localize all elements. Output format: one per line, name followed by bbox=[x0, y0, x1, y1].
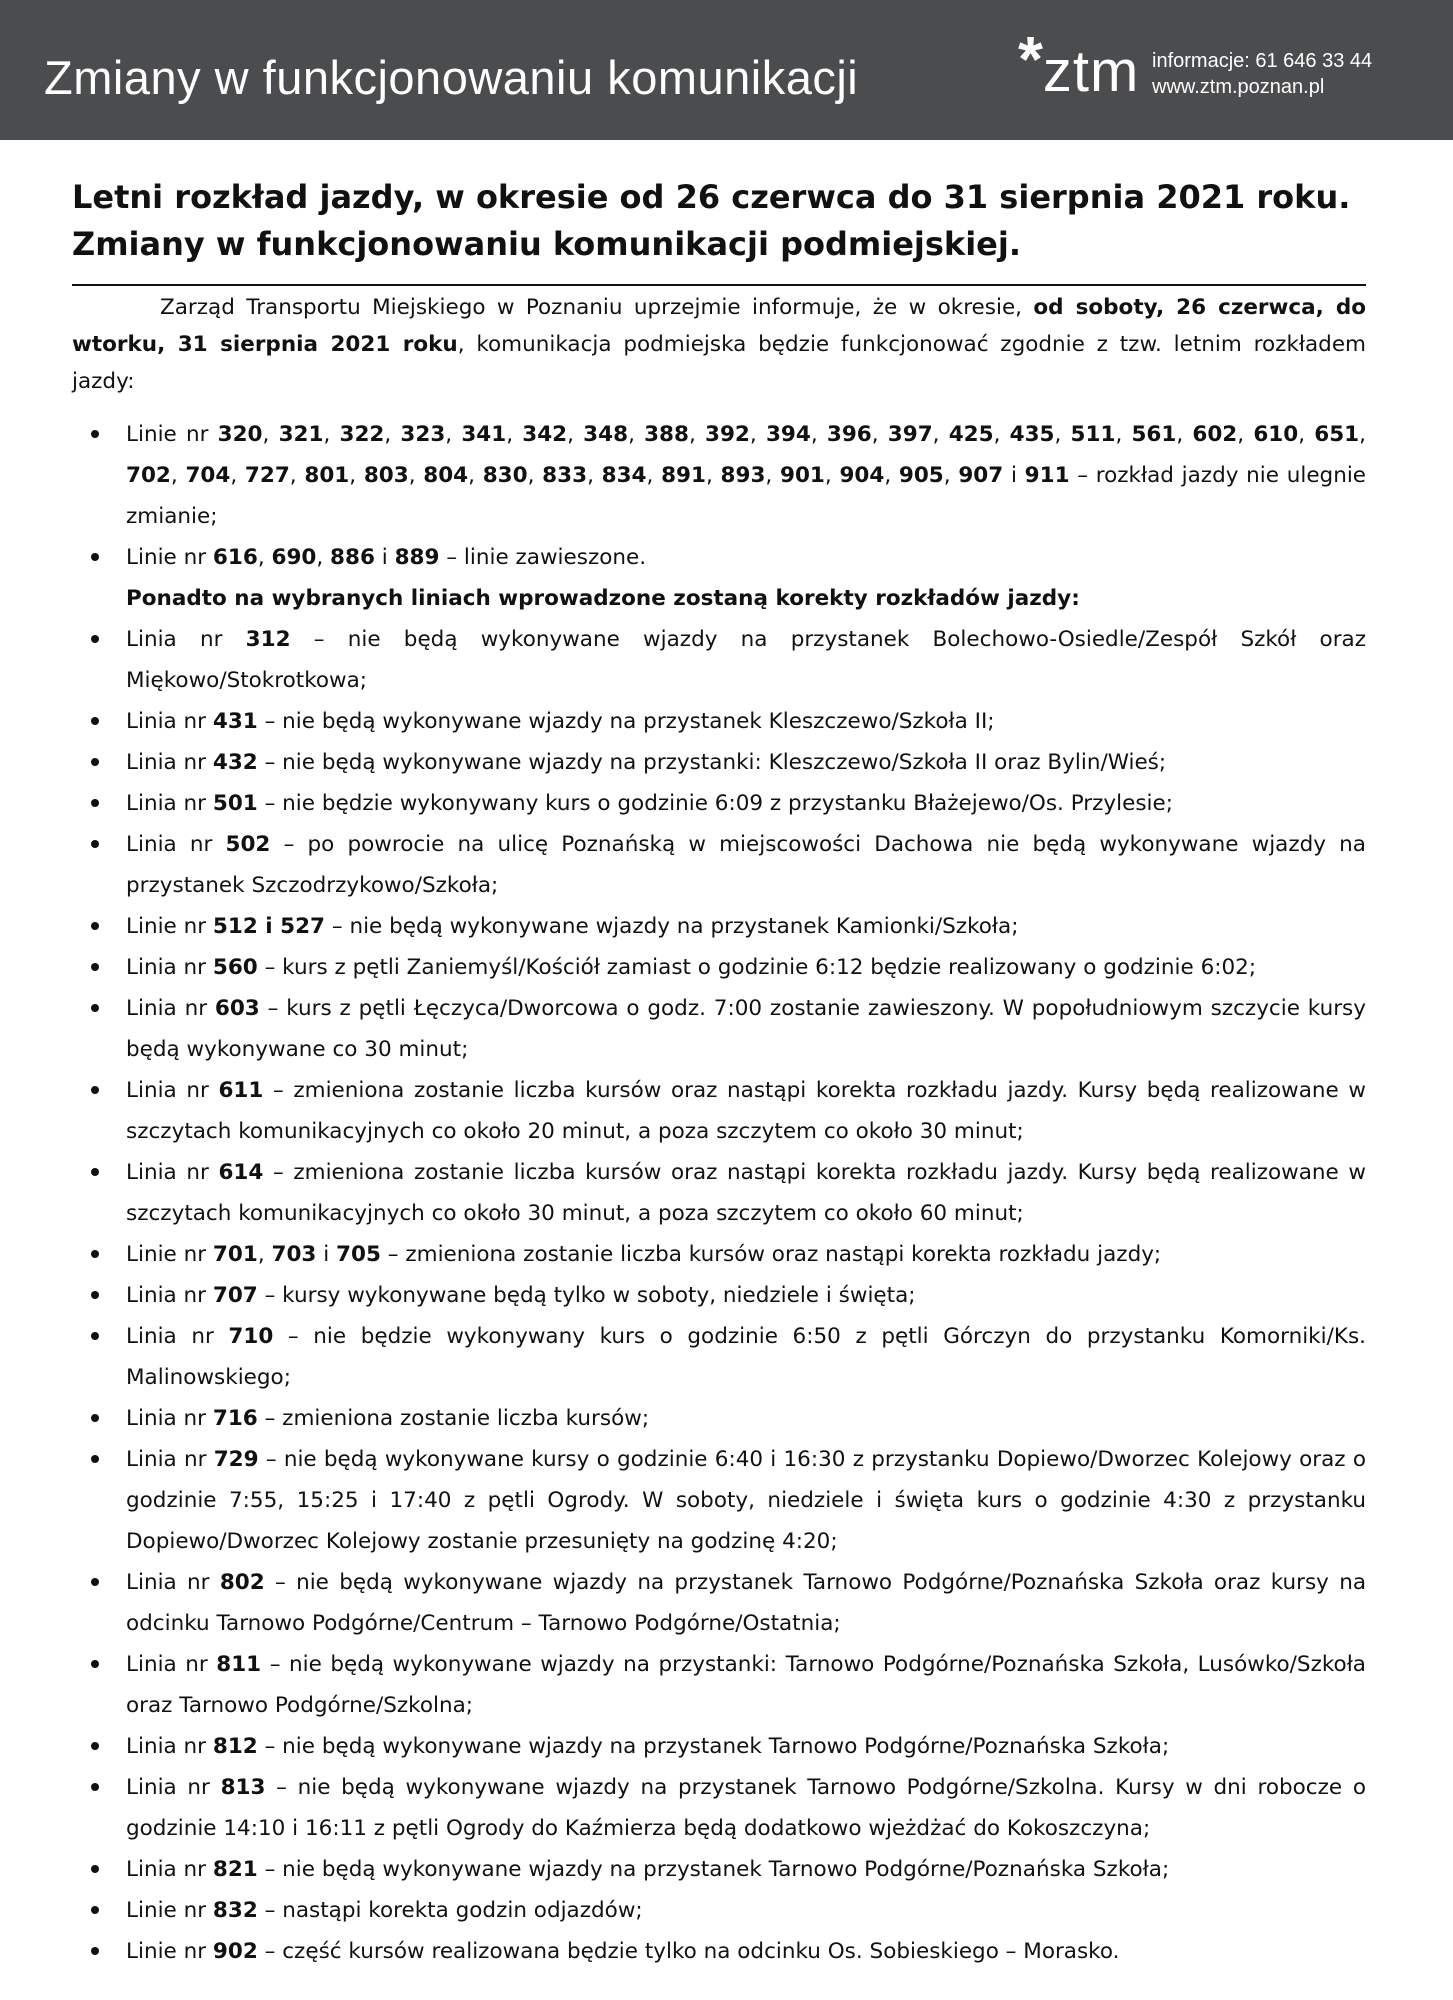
list-item bbox=[72, 1644, 1366, 1726]
text-run: – nie będzie wykonywany kurs o godzinie 6:50 z pętli Górczyn do przystanku Komorniki/Ks. Malinowskiego; bbox=[126, 1324, 1366, 1390]
heading-divider bbox=[72, 284, 1366, 286]
text-run: – nie będą wykonywane wjazdy na przystanek Tarnowo Podgórne/Szkolna. Kursy w dni robocze o godzinie 14:10 i 16:11 z pętli Ogrody do Kaźmierza będą dodatkowo wjeżdżać do Kokoszczyna; bbox=[126, 1775, 1366, 1841]
text-run: – linie zawieszone. bbox=[439, 545, 647, 570]
line-number: 616 bbox=[212, 545, 258, 570]
text-run: Linia nr bbox=[126, 955, 213, 980]
line-number: 388 bbox=[644, 422, 689, 447]
text-run: – nie będą wykonywane wjazdy na przystanek Kamionki/Szkoła; bbox=[325, 914, 1019, 939]
list-item bbox=[72, 1152, 1366, 1234]
text-run: , bbox=[765, 463, 780, 488]
text-run: – część kursów realizowana będzie tylko na odcinku Os. Sobieskiego – Morasko. bbox=[257, 1939, 1120, 1964]
text-run: , bbox=[1298, 422, 1315, 447]
text-run: Linia nr bbox=[126, 791, 213, 816]
line-number: 396 bbox=[826, 422, 872, 447]
list-item bbox=[72, 414, 1366, 537]
text-run: , bbox=[384, 422, 401, 447]
line-number: 702 bbox=[126, 463, 171, 488]
line-number: 348 bbox=[583, 422, 629, 447]
line-number: 502 bbox=[225, 832, 271, 857]
line-number: 803 bbox=[363, 463, 409, 488]
list-item bbox=[72, 537, 1366, 578]
text-run: , bbox=[932, 422, 949, 447]
line-number: 911 bbox=[1024, 463, 1070, 488]
changes-list bbox=[72, 414, 1366, 1972]
text-run: – nie będą wykonywane kursy o godzinie 6:40 i 16:30 z przystanku Dopiewo/Dworzec Kolejowy oraz o godzinie 7:55, 15:25 i 17:40 z pętli Ogrody. W soboty, niedziele i święta kurs o godzinie 4:30 z przystanku Dopiewo/Dworzec Kolejowy zostanie przesunięty na godzinę 4:20; bbox=[126, 1447, 1366, 1554]
line-number: 729 bbox=[213, 1447, 259, 1472]
line-number: 603 bbox=[214, 996, 260, 1021]
text-run: – kursy wykonywane będą tylko w soboty, niedziele i święta; bbox=[257, 1283, 916, 1308]
text-run: , bbox=[506, 422, 523, 447]
line-number: 716 bbox=[212, 1406, 258, 1431]
line-number: 312 bbox=[245, 627, 291, 652]
text-run: – zmieniona zostanie liczba kursów oraz nastąpi korekta rozkładu jazdy. Kursy będą realizowane w szczytach komunikacyjnych co około 30 minut, a poza szczytem co około 60 minut; bbox=[126, 1160, 1366, 1226]
line-number: 710 bbox=[228, 1324, 274, 1349]
text-run: Linie nr bbox=[126, 914, 213, 939]
contact-info bbox=[1152, 48, 1372, 100]
line-number: 560 bbox=[212, 955, 258, 980]
list-item bbox=[72, 1767, 1366, 1849]
text-run: – nie będzie wykonywany kurs o godzinie 6:09 z przystanku Błażejewo/Os. Przylesie; bbox=[257, 791, 1173, 816]
line-number: 614 bbox=[218, 1160, 264, 1185]
text-run: Linie nr bbox=[126, 1939, 213, 1964]
text-run: – nie będą wykonywane wjazdy na przystanek Kleszczewo/Szkoła II; bbox=[257, 709, 995, 734]
line-number: 432 bbox=[212, 750, 258, 775]
line-number: 431 bbox=[212, 709, 258, 734]
line-number: 321 bbox=[278, 422, 324, 447]
text-run: , bbox=[289, 463, 305, 488]
text-run: , bbox=[1359, 422, 1366, 447]
list-item bbox=[72, 619, 1366, 701]
text-run: – zmieniona zostanie liczba kursów oraz nastąpi korekta rozkładu jazdy; bbox=[380, 1242, 1162, 1267]
text-run: Linia nr bbox=[126, 1283, 213, 1308]
text-run: , bbox=[1176, 422, 1193, 447]
text-run: , bbox=[567, 422, 584, 447]
text-run: i bbox=[1003, 463, 1025, 488]
list-item bbox=[72, 1398, 1366, 1439]
text-run: , bbox=[262, 422, 279, 447]
line-number: 501 bbox=[212, 791, 258, 816]
line-number: 323 bbox=[400, 422, 446, 447]
line-number: 904 bbox=[839, 463, 885, 488]
list-item bbox=[72, 1890, 1366, 1931]
text-run: i bbox=[316, 1242, 337, 1267]
text-run: , bbox=[871, 422, 888, 447]
list-item bbox=[72, 783, 1366, 824]
line-number: 812 bbox=[212, 1734, 258, 1759]
line-number: 704 bbox=[185, 463, 231, 488]
document-body bbox=[72, 289, 1366, 1972]
text-run: Linia nr bbox=[126, 1734, 213, 1759]
line-number: 703 bbox=[271, 1242, 317, 1267]
line-number: 893 bbox=[720, 463, 766, 488]
line-number: 901 bbox=[779, 463, 825, 488]
list-item bbox=[72, 742, 1366, 783]
text-run: , bbox=[527, 463, 543, 488]
line-number: 322 bbox=[339, 422, 385, 447]
list-item bbox=[72, 1849, 1366, 1890]
text-run: – nastąpi korekta godzin odjazdów; bbox=[257, 1898, 643, 1923]
text-run: Linia nr bbox=[126, 1406, 213, 1431]
line-number: 435 bbox=[1009, 422, 1055, 447]
text-run: – po powrocie na ulicę Poznańską w miejscowości Dachowa nie będą wykonywane wjazdy na przystanek Szczodrzykowo/Szkoła; bbox=[126, 832, 1366, 898]
text-run: , bbox=[824, 463, 840, 488]
line-number: 891 bbox=[661, 463, 706, 488]
text-run: , bbox=[257, 1242, 272, 1267]
list-item bbox=[72, 947, 1366, 988]
logo-text: ztm bbox=[1042, 39, 1140, 104]
text-run: , bbox=[230, 463, 245, 488]
list-item bbox=[72, 1562, 1366, 1644]
line-number: Ponadto na wybranych liniach wprowadzone zostaną korekty rozkładów jazdy: bbox=[126, 586, 1080, 611]
asterisk-icon: * bbox=[1018, 23, 1043, 95]
text-run: , bbox=[349, 463, 364, 488]
text-run: – nie będą wykonywane wjazdy na przystanek Tarnowo Podgórne/Poznańska Szkoła oraz kursy na odcinku Tarnowo Podgórne/Centrum – Tarnowo Podgórne/Ostatnia; bbox=[126, 1570, 1366, 1636]
text-run: Linia nr bbox=[126, 832, 226, 857]
heading-line-1: Letni rozkład jazdy, w okresie od 26 czerwca do 31 sierpnia 2021 roku. bbox=[72, 178, 1351, 216]
text-run: , bbox=[1237, 422, 1254, 447]
text-run: Linie nr bbox=[126, 545, 213, 570]
line-number: 320 bbox=[217, 422, 263, 447]
text-run: , bbox=[468, 463, 483, 488]
text-run: Linie nr bbox=[126, 422, 218, 447]
text-run: Linia nr bbox=[126, 1078, 219, 1103]
line-number: 341 bbox=[461, 422, 507, 447]
line-number: 425 bbox=[948, 422, 994, 447]
line-number: 705 bbox=[336, 1242, 381, 1267]
text-run: – nie będą wykonywane wjazdy na przystanki: Tarnowo Podgórne/Poznańska Szkoła, Lusówko/Szkoła oraz Tarnowo Podgórne/Szkolna; bbox=[126, 1652, 1366, 1718]
line-number: 561 bbox=[1131, 422, 1177, 447]
text-run: , bbox=[943, 463, 959, 488]
line-number: 611 bbox=[218, 1078, 264, 1103]
text-run: , bbox=[445, 422, 462, 447]
text-run: , bbox=[1115, 422, 1132, 447]
text-run: Linia nr bbox=[126, 1857, 213, 1882]
text-run: , bbox=[749, 422, 766, 447]
text-run: Linia nr bbox=[126, 996, 215, 1021]
contact-phone: informacje: 61 646 33 44 bbox=[1152, 50, 1373, 72]
text-run: Linia nr bbox=[126, 1570, 220, 1595]
list-item bbox=[72, 1234, 1366, 1275]
list-item bbox=[72, 1316, 1366, 1398]
text-run: – kurs z pętli Zaniemyśl/Kościół zamiast o godzinie 6:12 będzie realizowany o godzinie 6:02; bbox=[257, 955, 1257, 980]
line-number: 804 bbox=[423, 463, 469, 488]
list-item bbox=[72, 988, 1366, 1070]
line-number: 701 bbox=[212, 1242, 258, 1267]
line-number: 512 i 527 bbox=[212, 914, 326, 939]
text-run: Linie nr bbox=[126, 1898, 213, 1923]
text-run: – kurs z pętli Łęczyca/Dworcowa o godz. 7:00 zostanie zawieszony. W popołudniowym szczycie kursy będą wykonywane co 30 minut; bbox=[126, 996, 1366, 1062]
list-item bbox=[72, 1931, 1366, 1972]
ztm-logo bbox=[1018, 23, 1140, 110]
text-run: Linia nr bbox=[126, 1775, 221, 1800]
line-number: 830 bbox=[482, 463, 528, 488]
line-number: 907 bbox=[958, 463, 1004, 488]
line-number: 392 bbox=[705, 422, 750, 447]
text-run: Linia nr bbox=[126, 627, 246, 652]
line-number: 811 bbox=[216, 1652, 262, 1677]
list-subheading bbox=[72, 578, 1366, 619]
list-item bbox=[72, 1070, 1366, 1152]
header-bar bbox=[0, 0, 1453, 140]
text-run: , bbox=[705, 463, 721, 488]
text-run: – nie będą wykonywane wjazdy na przystanek Tarnowo Podgórne/Poznańska Szkoła; bbox=[257, 1734, 1170, 1759]
line-number: 813 bbox=[220, 1775, 266, 1800]
text-run: , bbox=[316, 545, 331, 570]
line-number: 690 bbox=[271, 545, 317, 570]
line-number: 727 bbox=[244, 463, 290, 488]
text-run: , bbox=[646, 463, 662, 488]
line-number: 832 bbox=[212, 1898, 258, 1923]
contact-website: www.ztm.poznan.pl bbox=[1152, 76, 1325, 98]
text-run: , komunikacja podmiejska będzie funkcjonować zgodnie z tzw. letnim rozkładem jazdy: bbox=[72, 332, 1366, 394]
line-number: 610 bbox=[1253, 422, 1299, 447]
text-run: , bbox=[688, 422, 706, 447]
line-number: 821 bbox=[212, 1857, 258, 1882]
text-run: – zmieniona zostanie liczba kursów; bbox=[257, 1406, 650, 1431]
line-number: 651 bbox=[1314, 422, 1360, 447]
line-number: 886 bbox=[330, 545, 375, 570]
list-item bbox=[72, 1726, 1366, 1767]
text-run: , bbox=[884, 463, 899, 488]
list-item bbox=[72, 701, 1366, 742]
line-number: 394 bbox=[765, 422, 811, 447]
list-item bbox=[72, 1439, 1366, 1562]
text-run: Linia nr bbox=[126, 1160, 219, 1185]
heading-line-2: Zmiany w funkcjonowaniu komunikacji podmiejskiej. bbox=[72, 225, 1021, 263]
text-run: , bbox=[810, 422, 827, 447]
line-number: 707 bbox=[212, 1283, 258, 1308]
text-run: , bbox=[587, 463, 602, 488]
text-run: – nie będą wykonywane wjazdy na przystanek Bolechowo-Osiedle/Zespół Szkół oraz Miękowo/Stokrotkowa; bbox=[126, 627, 1366, 693]
text-run: Linia nr bbox=[126, 750, 213, 775]
text-run: Linia nr bbox=[126, 709, 213, 734]
line-number: 889 bbox=[394, 545, 440, 570]
text-run: – nie będą wykonywane wjazdy na przystanek Tarnowo Podgórne/Poznańska Szkoła; bbox=[257, 1857, 1170, 1882]
line-number: 602 bbox=[1192, 422, 1238, 447]
line-number: 902 bbox=[212, 1939, 258, 1964]
text-run: , bbox=[323, 422, 340, 447]
text-run: Linia nr bbox=[126, 1652, 217, 1677]
text-run: , bbox=[1054, 422, 1071, 447]
list-item bbox=[72, 1275, 1366, 1316]
text-run: – nie będą wykonywane wjazdy na przystanki: Kleszczewo/Szkoła II oraz Bylin/Wieś; bbox=[257, 750, 1167, 775]
line-number: 802 bbox=[219, 1570, 265, 1595]
text-run: Zarząd Transportu Miejskiego w Poznaniu uprzejmie informuje, że w okresie, bbox=[160, 295, 1034, 320]
text-run: , bbox=[257, 545, 272, 570]
line-number: 801 bbox=[304, 463, 350, 488]
list-item bbox=[72, 824, 1366, 906]
line-number: od soboty, 26 czerwca, do wtorku, 31 sierpnia 2021 roku bbox=[72, 295, 1366, 357]
text-run: – zmieniona zostanie liczba kursów oraz nastąpi korekta rozkładu jazdy. Kursy będą realizowane w szczytach komunikacyjnych co około 20 minut, a poza szczytem co około 30 minut; bbox=[126, 1078, 1366, 1144]
line-number: 397 bbox=[887, 422, 933, 447]
line-number: 905 bbox=[898, 463, 944, 488]
list-item bbox=[72, 906, 1366, 947]
text-run: – rozkład jazdy nie ulegnie zmianie; bbox=[126, 463, 1367, 529]
text-run: , bbox=[170, 463, 186, 488]
line-number: 834 bbox=[601, 463, 647, 488]
intro-paragraph bbox=[72, 289, 1366, 400]
header-title: Zmiany w funkcjonowaniu komunikacji bbox=[44, 51, 859, 104]
text-run: Linie nr bbox=[126, 1242, 213, 1267]
line-number: 511 bbox=[1070, 422, 1116, 447]
text-run: Linia nr bbox=[126, 1447, 214, 1472]
line-number: 342 bbox=[522, 422, 568, 447]
text-run: , bbox=[628, 422, 645, 447]
text-run: , bbox=[993, 422, 1010, 447]
line-number: 833 bbox=[542, 463, 588, 488]
text-run: Linia nr bbox=[126, 1324, 229, 1349]
text-run: , bbox=[408, 463, 424, 488]
text-run: i bbox=[374, 545, 395, 570]
document-heading bbox=[72, 174, 1372, 268]
